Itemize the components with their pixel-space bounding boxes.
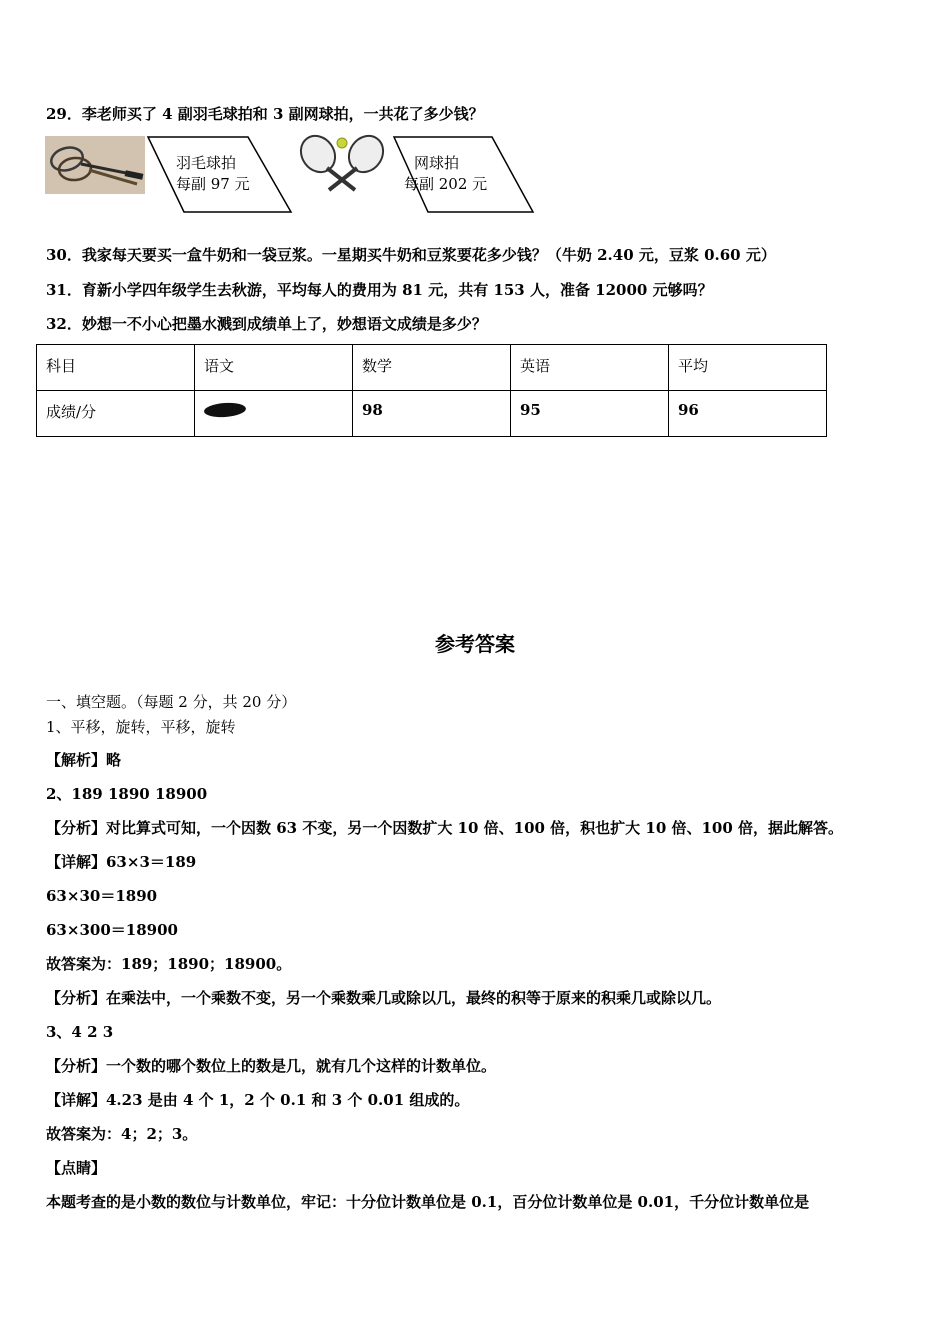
- question-31: 31．育新小学四年级学生去秋游，平均每人的费用为 81 元，共有 153 人，准备 12000 元够吗？: [46, 281, 713, 299]
- score-table: [36, 344, 827, 437]
- tennis-price: 每副 202 元: [404, 175, 488, 193]
- table-header-cell: 英语: [511, 345, 669, 391]
- question-30: 30．我家每天要买一盒牛奶和一袋豆浆。一星期买牛奶和豆浆要花多少钱？（牛奶 2.40 元，豆浆 0.60 元）: [46, 246, 776, 264]
- table-cell: 95: [511, 391, 669, 437]
- table-header-cell: 数学: [353, 345, 511, 391]
- table-cell-ink-blot: [195, 391, 353, 437]
- answer-line: 本题考查的是小数的数位与计数单位，牢记：十分位计数单位是 0.1，百分位计数单位是 0.01，千分位计数单位是: [46, 1193, 810, 1211]
- question-29: 29．李老师买了 4 副羽毛球拍和 3 副网球拍，一共花了多少钱？: [46, 105, 484, 123]
- answer-line: 63×30＝1890: [46, 887, 158, 905]
- table-cell: 96: [669, 391, 827, 437]
- table-cell: 98: [353, 391, 511, 437]
- ink-blot: [204, 402, 247, 419]
- tennis-label: 网球拍: [414, 154, 460, 172]
- answer-line: 63×300＝18900: [46, 921, 178, 939]
- badminton-price-tag: [146, 136, 294, 214]
- answer-line: 3、4 2 3: [46, 1023, 114, 1041]
- table-header-cell: 语文: [195, 345, 353, 391]
- badminton-rackets-image: [45, 136, 145, 194]
- answer-line: 故答案为：189；1890；18900。: [46, 955, 292, 973]
- answer-line: 【详解】4.23 是由 4 个 1，2 个 0.1 和 3 个 0.01 组成的。: [46, 1091, 470, 1109]
- answer-line: 1、平移，旋转，平移，旋转: [46, 718, 236, 736]
- question-32: 32．妙想一不小心把墨水溅到成绩单上了，妙想语文成绩是多少？: [46, 315, 487, 333]
- answer-line: 【详解】63×3＝189: [46, 853, 197, 871]
- answer-line: 【解析】略: [46, 751, 122, 769]
- tennis-price-tag: [392, 136, 536, 214]
- answer-line: 【分析】一个数的哪个数位上的数是几，就有几个这样的计数单位。: [46, 1057, 497, 1075]
- badminton-label: 羽毛球拍: [176, 154, 237, 172]
- tennis-rackets-image: [293, 134, 391, 194]
- table-header-row: [37, 345, 827, 391]
- table-header-cell: 科目: [37, 345, 195, 391]
- table-row: [37, 391, 827, 437]
- answer-line: 【分析】对比算式可知，一个因数 63 不变，另一个因数扩大 10 倍、100 倍，积也扩大 10 倍、100 倍，据此解答。: [46, 819, 844, 837]
- answer-line: 故答案为：4；2；3。: [46, 1125, 198, 1143]
- answer-line: 一、填空题。（每题 2 分，共 20 分）: [46, 693, 297, 711]
- answer-line: 【分析】在乘法中，一个乘数不变，另一个乘数乘几或除以几，最终的积等于原来的积乘几或除以几。: [46, 989, 722, 1007]
- table-cell: 成绩/分: [37, 391, 195, 437]
- table-header-cell: 平均: [669, 345, 827, 391]
- answers-title: 参考答案: [435, 632, 515, 656]
- answer-line: 2、189 1890 18900: [46, 785, 208, 803]
- badminton-price: 每副 97 元: [176, 175, 250, 193]
- answer-line: 【点睛】: [46, 1159, 107, 1177]
